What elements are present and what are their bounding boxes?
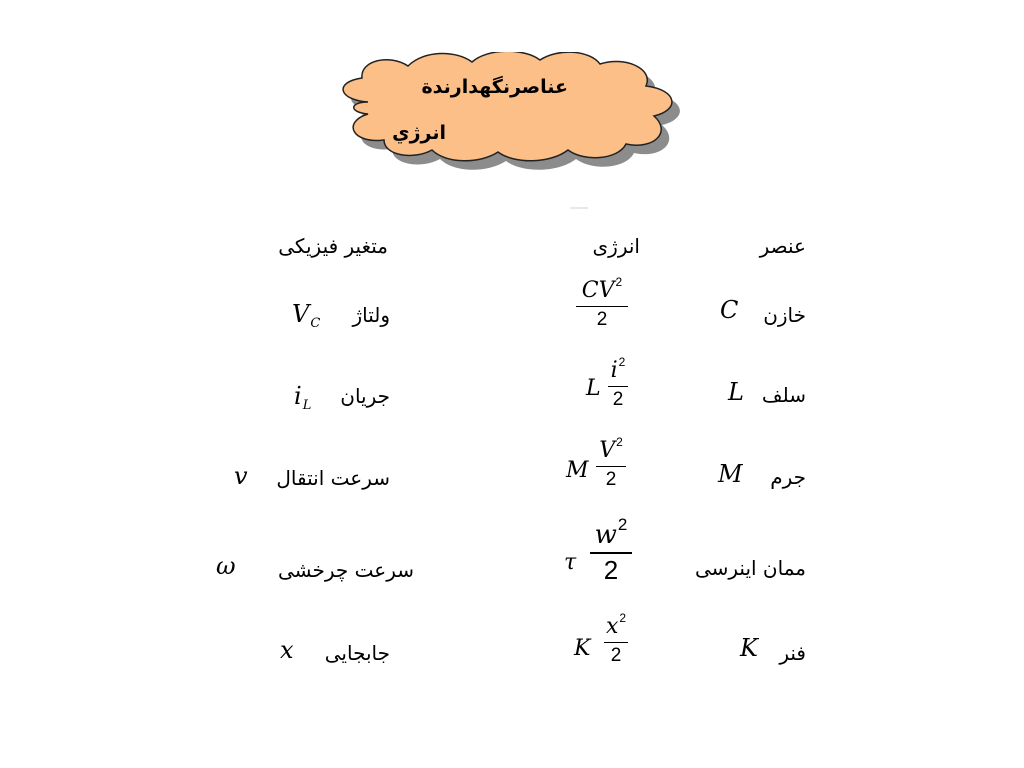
energy-formula	[608, 355, 628, 410]
header-energy: انرژی	[592, 234, 640, 258]
energy-exponent: 2	[618, 355, 626, 369]
energy-exponent: 2	[617, 515, 628, 534]
energy-coefficient: M	[566, 458, 589, 483]
fraction-bar	[608, 386, 628, 387]
energy-denominator: 2	[603, 555, 619, 585]
title-cloud	[328, 52, 708, 170]
variable-letter: V	[292, 300, 310, 328]
energy-denominator: 2	[612, 389, 624, 410]
element-name: ممان اینرسی	[694, 556, 806, 580]
energy-numerator: w	[594, 520, 617, 550]
variable-name: جریان	[340, 384, 390, 408]
element-name: فنر	[779, 641, 806, 665]
energy-coefficient: L	[586, 376, 601, 401]
header-variable: متغیر فیزیکی	[278, 234, 388, 258]
energy-coefficient: τ	[564, 550, 577, 575]
variable-symbol: ω	[216, 552, 236, 580]
cloud-shape	[328, 52, 708, 170]
energy-formula	[604, 611, 628, 666]
variable-name: جابجایی	[324, 641, 390, 665]
variable-name: ولتاژ	[352, 303, 390, 327]
variable-name: سرعت انتقال	[276, 466, 390, 490]
element-name: خازن	[763, 303, 806, 327]
variable-symbol	[292, 300, 321, 331]
element-symbol: M	[718, 460, 743, 488]
element-name: سلف	[761, 383, 806, 407]
variable-symbol: x	[280, 636, 294, 664]
fraction-bar	[604, 642, 628, 643]
energy-numerator: V	[599, 438, 616, 463]
variable-symbol	[294, 382, 312, 413]
energy-formula	[590, 515, 632, 585]
fraction-bar	[576, 306, 628, 307]
energy-exponent: 2	[615, 275, 623, 289]
energy-formula	[576, 275, 628, 330]
element-symbol: C	[720, 296, 739, 324]
title-line-2: انرژي	[392, 122, 446, 144]
energy-formula	[596, 435, 626, 490]
energy-exponent: 2	[619, 611, 627, 625]
energy-numerator: CV	[581, 278, 615, 303]
energy-numerator: x	[605, 614, 619, 639]
energy-denominator: 2	[610, 645, 622, 666]
variable-symbol: v	[234, 462, 248, 490]
energy-denominator: 2	[596, 309, 608, 330]
fraction-bar	[596, 466, 626, 467]
variable-subscript: C	[310, 316, 321, 331]
variable-letter: i	[294, 382, 302, 410]
fraction-bar	[590, 552, 632, 554]
element-symbol: K	[740, 634, 758, 662]
divider-mark	[570, 207, 588, 209]
header-element: عنصر	[759, 234, 806, 258]
energy-exponent: 2	[616, 435, 623, 449]
element-symbol: L	[728, 378, 744, 406]
variable-subscript: L	[302, 398, 312, 413]
energy-denominator: 2	[605, 469, 617, 490]
element-name: جرم	[770, 465, 806, 489]
title-line-1: عناصرنگهدارندة	[421, 76, 568, 98]
variable-name: سرعت چرخشی	[278, 558, 414, 582]
energy-numerator: i	[610, 358, 618, 383]
energy-coefficient: K	[574, 636, 591, 661]
